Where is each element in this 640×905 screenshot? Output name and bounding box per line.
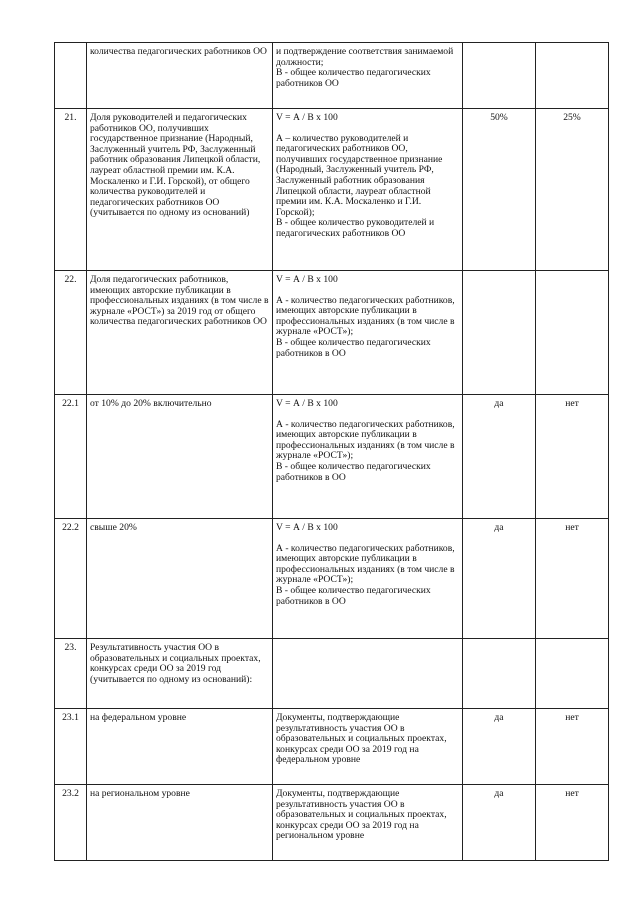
- value-cell-2: [536, 639, 609, 709]
- table-row: [55, 109, 609, 271]
- calculation-cell: [273, 395, 463, 519]
- value-cell-1: да: [463, 709, 536, 785]
- value-cell-2: нет: [536, 709, 609, 785]
- table-row: [55, 709, 609, 785]
- row-number: 21.: [55, 109, 87, 271]
- calculation-text: Документы, подтверждающие результативность участия ОО в образовательных и социальных проектах, конкурсах среди ОО за 2019 год на федеральном уровне: [276, 712, 447, 766]
- calculation-cell: [273, 639, 463, 709]
- table-row: [55, 785, 609, 861]
- indicator-cell: Доля руководителей и педагогических работников ОО, получивших государственное признание (Народный, Заслуженный учитель РФ, Заслуженный работник образования Липецкой области, лауреат областной премии им. К.А. Москаленко и Г.И. Горской), от общего количества руководителей и педагогических работников ОО (учитывается по одному из оснований): [87, 109, 273, 271]
- table-row: [55, 639, 609, 709]
- calculation-cell: [273, 785, 463, 861]
- calculation-cell: [273, 109, 463, 271]
- value-cell-1: да: [463, 785, 536, 861]
- formula-text: V = А / В х 100: [276, 274, 338, 285]
- table-row: [55, 43, 609, 109]
- row-number: 23.: [55, 639, 87, 709]
- value-cell-2: нет: [536, 519, 609, 639]
- value-cell-1: [463, 639, 536, 709]
- table-row: [55, 395, 609, 519]
- calculation-text: А - количество педагогических работников, имеющих авторские публикации в профессиональных изданиях (в том числе в журнале «РОСТ»); В - общее количество педагогических работников в ОО: [276, 294, 455, 359]
- value-cell-1: 50%: [463, 109, 536, 271]
- value-cell-1: да: [463, 395, 536, 519]
- indicator-cell: от 10% до 20% включительно: [87, 395, 273, 519]
- calculation-cell: [273, 519, 463, 639]
- table-row: [55, 271, 609, 395]
- row-number: 22.2: [55, 519, 87, 639]
- indicator-cell: на региональном уровне: [87, 785, 273, 861]
- value-cell-2: [536, 43, 609, 109]
- row-number: [55, 43, 87, 109]
- calculation-text: и подтверждение соответствия занимаемой должности; В - общее количество педагогических работников ОО: [276, 46, 454, 89]
- formula-text: V = А / В х 100: [276, 398, 338, 409]
- calculation-text: Документы, подтверждающие результативность участия ОО в образовательных и социальных проектах, конкурсах среди ОО за 2019 год на региональном уровне: [276, 788, 447, 842]
- row-number: 23.2: [55, 785, 87, 861]
- value-cell-2: нет: [536, 395, 609, 519]
- table-row: [55, 519, 609, 639]
- value-cell-2: 25%: [536, 109, 609, 271]
- indicator-cell: количества педагогических работников ОО: [87, 43, 273, 109]
- indicator-cell: Результативность участия ОО в образовательных и социальных проектах, конкурсах среди ОО за 2019 год (учитывается по одному из оснований):: [87, 639, 273, 709]
- calculation-cell: [273, 271, 463, 395]
- indicator-cell: Доля педагогических работников, имеющих авторские публикации в профессиональных изданиях (в том числе в журнале «РОСТ») за 2019 год от общего количества педагогических работников ОО: [87, 271, 273, 395]
- indicator-cell: на федеральном уровне: [87, 709, 273, 785]
- indicator-cell: свыше 20%: [87, 519, 273, 639]
- calculation-text: А - количество педагогических работников, имеющих авторские публикации в профессиональных изданиях (в том числе в журнале «РОСТ»); В - общее количество педагогических работников в ОО: [276, 542, 455, 607]
- value-cell-2: нет: [536, 785, 609, 861]
- row-number: 22.: [55, 271, 87, 395]
- formula-text: V = А / В х 100: [276, 112, 338, 123]
- calculation-cell: [273, 709, 463, 785]
- calculation-text: А - количество педагогических работников, имеющих авторские публикации в профессиональных изданиях (в том числе в журнале «РОСТ»); В - общее количество педагогических работников в ОО: [276, 418, 455, 483]
- value-cell-2: [536, 271, 609, 395]
- value-cell-1: да: [463, 519, 536, 639]
- value-cell-1: [463, 271, 536, 395]
- row-number: 23.1: [55, 709, 87, 785]
- criteria-table: [54, 42, 609, 861]
- calculation-text: А – количество руководителей и педагогических работников ОО, получивших государственное признание (Народный, Заслуженный учитель РФ, Заслуженный работник образования Липецкой области, лауреат областной премии им. К.А. Москаленко и Г.И. Горской); В - общее количество руководителей и педагогических работников ОО: [276, 132, 443, 239]
- calculation-cell: [273, 43, 463, 109]
- row-number: 22.1: [55, 395, 87, 519]
- formula-text: V = А / В х 100: [276, 522, 338, 533]
- value-cell-1: [463, 43, 536, 109]
